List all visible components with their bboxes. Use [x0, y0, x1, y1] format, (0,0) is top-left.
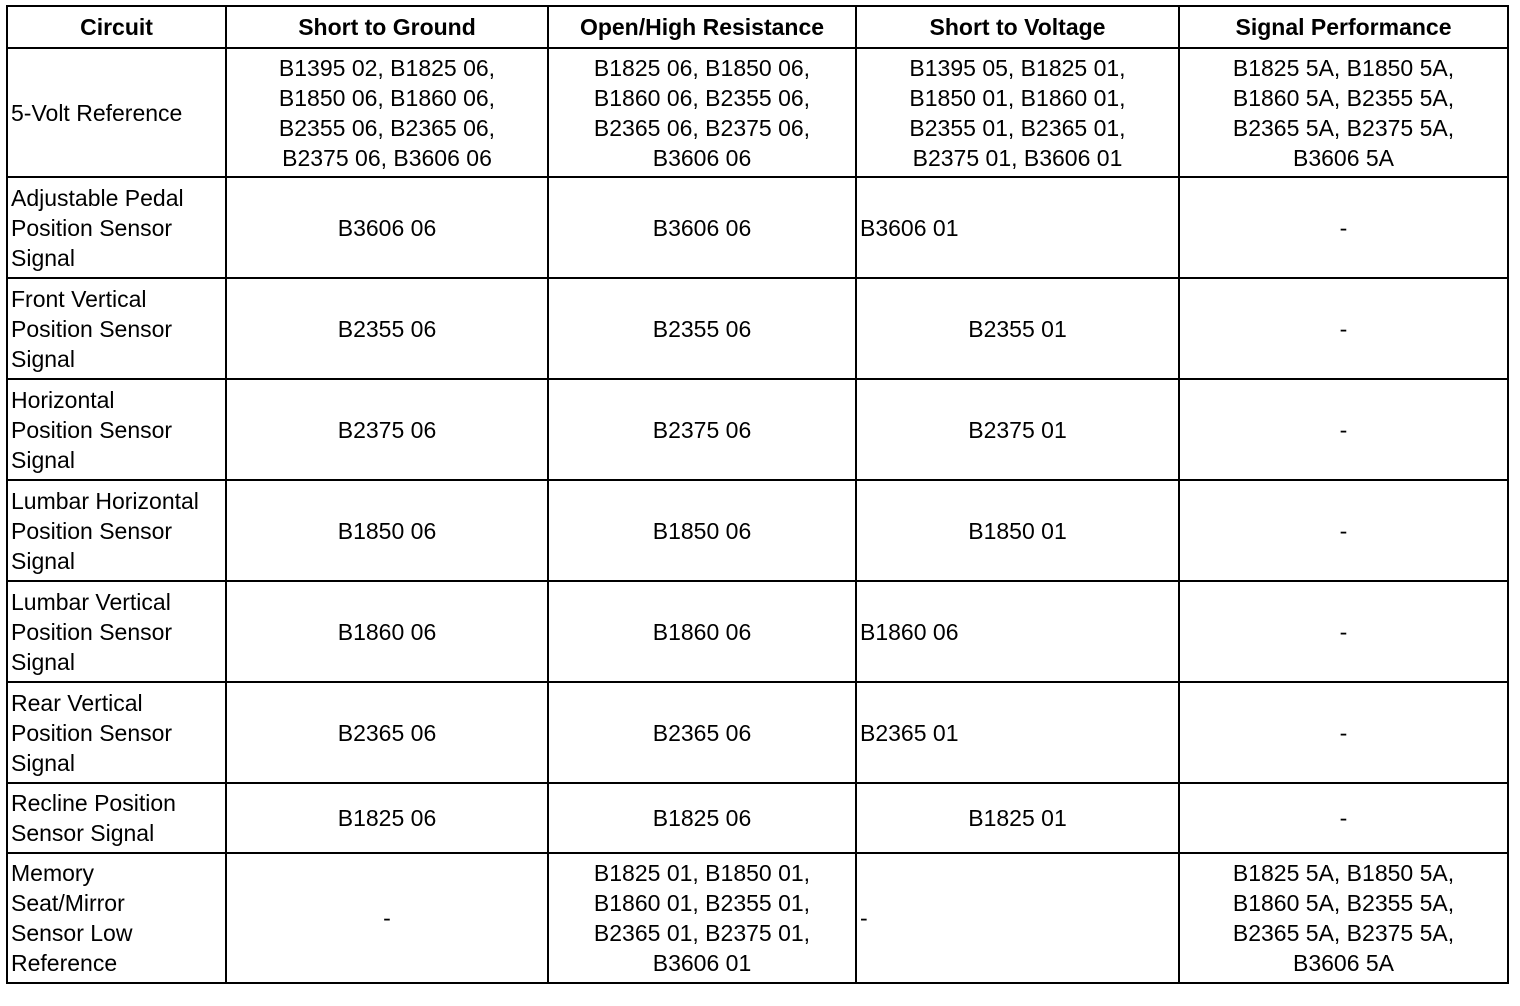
signal-performance-cell: - [1179, 480, 1508, 581]
header-signal-performance: Signal Performance [1179, 6, 1508, 48]
open-high-resistance-cell: B1860 06 [548, 581, 856, 682]
short-to-ground-cell: B2365 06 [226, 682, 548, 783]
table-header-row [7, 6, 1508, 48]
short-to-voltage-cell: - [856, 853, 1179, 983]
short-to-ground-cell: B1860 06 [226, 581, 548, 682]
signal-performance-cell: B1825 5A, B1850 5A, B1860 5A, B2355 5A, B2365 5A, B2375 5A, B3606 5A [1179, 853, 1508, 983]
short-to-ground-cell: - [226, 853, 548, 983]
open-high-resistance-cell: B1825 06 [548, 783, 856, 853]
open-high-resistance-cell: B2355 06 [548, 278, 856, 379]
table-row [7, 278, 1508, 379]
table-row [7, 379, 1508, 480]
signal-performance-cell: - [1179, 682, 1508, 783]
signal-performance-cell: B1825 5A, B1850 5A, B1860 5A, B2355 5A, B2365 5A, B2375 5A, B3606 5A [1179, 48, 1508, 177]
header-circuit: Circuit [7, 6, 226, 48]
signal-performance-cell: - [1179, 783, 1508, 853]
circuit-cell: Lumbar Horizontal Position Sensor Signal [7, 480, 226, 581]
table-row [7, 682, 1508, 783]
signal-performance-cell: - [1179, 278, 1508, 379]
table-row [7, 48, 1508, 177]
open-high-resistance-cell: B3606 06 [548, 177, 856, 278]
signal-performance-cell: - [1179, 177, 1508, 278]
circuit-cell: Recline Position Sensor Signal [7, 783, 226, 853]
short-to-voltage-cell: B1395 05, B1825 01, B1850 01, B1860 01, B2355 01, B2365 01, B2375 01, B3606 01 [856, 48, 1179, 177]
circuit-cell: 5-Volt Reference [7, 48, 226, 177]
short-to-voltage-cell: B1860 06 [856, 581, 1179, 682]
short-to-voltage-cell: B2375 01 [856, 379, 1179, 480]
circuit-cell: Lumbar Vertical Position Sensor Signal [7, 581, 226, 682]
open-high-resistance-cell: B1825 01, B1850 01, B1860 01, B2355 01, B2365 01, B2375 01, B3606 01 [548, 853, 856, 983]
table-row [7, 480, 1508, 581]
short-to-voltage-cell: B1825 01 [856, 783, 1179, 853]
circuit-cell: Front Vertical Position Sensor Signal [7, 278, 226, 379]
short-to-voltage-cell: B3606 01 [856, 177, 1179, 278]
table-row [7, 783, 1508, 853]
short-to-voltage-cell: B1850 01 [856, 480, 1179, 581]
table-row [7, 853, 1508, 983]
short-to-ground-cell: B1395 02, B1825 06, B1850 06, B1860 06, B2355 06, B2365 06, B2375 06, B3606 06 [226, 48, 548, 177]
open-high-resistance-cell: B2375 06 [548, 379, 856, 480]
circuit-cell: Adjustable Pedal Position Sensor Signal [7, 177, 226, 278]
table-row [7, 581, 1508, 682]
open-high-resistance-cell: B1825 06, B1850 06, B1860 06, B2355 06, B2365 06, B2375 06, B3606 06 [548, 48, 856, 177]
short-to-ground-cell: B3606 06 [226, 177, 548, 278]
signal-performance-cell: - [1179, 581, 1508, 682]
header-short-to-voltage: Short to Voltage [856, 6, 1179, 48]
short-to-voltage-cell: B2365 01 [856, 682, 1179, 783]
dtc-circuit-table [6, 5, 1509, 984]
open-high-resistance-cell: B2365 06 [548, 682, 856, 783]
signal-performance-cell: - [1179, 379, 1508, 480]
short-to-voltage-cell: B2355 01 [856, 278, 1179, 379]
table-row [7, 177, 1508, 278]
short-to-ground-cell: B1825 06 [226, 783, 548, 853]
short-to-ground-cell: B1850 06 [226, 480, 548, 581]
circuit-cell: Memory Seat/Mirror Sensor Low Reference [7, 853, 226, 983]
header-open-high-resistance: Open/High Resistance [548, 6, 856, 48]
short-to-ground-cell: B2375 06 [226, 379, 548, 480]
header-short-to-ground: Short to Ground [226, 6, 548, 48]
circuit-cell: Horizontal Position Sensor Signal [7, 379, 226, 480]
circuit-cell: Rear Vertical Position Sensor Signal [7, 682, 226, 783]
short-to-ground-cell: B2355 06 [226, 278, 548, 379]
open-high-resistance-cell: B1850 06 [548, 480, 856, 581]
